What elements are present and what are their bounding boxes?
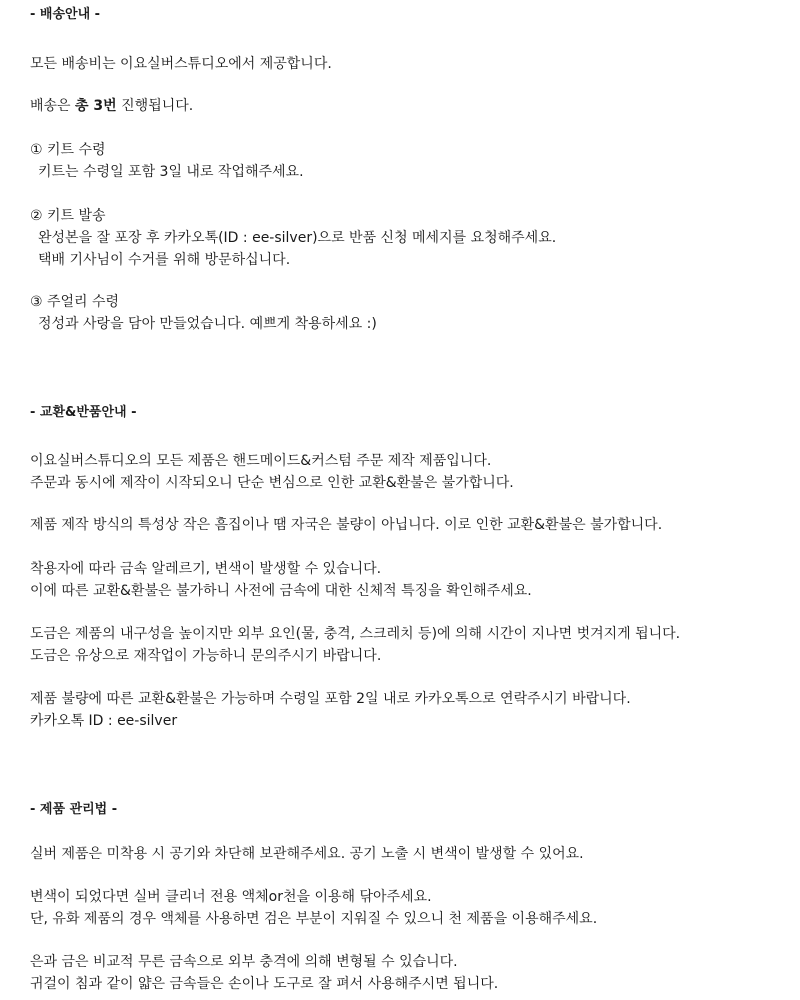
exchange-paragraph-4-line-1: 도금은 제품의 내구성을 높이지만 외부 요인(물, 충격, 스크레치 등)에 의해 시간이 지나면 벗겨지게 됩니다. — [30, 626, 681, 642]
shipping-step-3-title: ③ 주얼리 수령 — [30, 294, 120, 310]
exchange-paragraph-3-line-2: 이에 따른 교환&환불은 불가하니 사전에 금속에 대한 신체적 특징을 확인해주세요. — [30, 583, 532, 599]
shipping-count — [30, 97, 193, 115]
exchange-paragraph-1-line-2: 주문과 동시에 제작이 시작되오니 단순 변심으로 인한 교환&환불은 불가합니다. — [30, 475, 514, 491]
care-paragraph-1-line-1: 실버 제품은 미착용 시 공기와 차단해 보관해주세요. 공기 노출 시 변색이 발생할 수 있어요. — [30, 846, 584, 862]
shipping-count-bold: 총 3번 — [75, 98, 117, 114]
care-paragraph-2-line-1: 변색이 되었다면 실버 클리너 전용 액체or천을 이용해 닦아주세요. — [30, 889, 432, 905]
exchange-paragraph-2-line-1: 제품 제작 방식의 특성상 작은 흠집이나 땜 자국은 불량이 아닙니다. 이로 인한 교환&환불은 불가합니다. — [30, 517, 663, 533]
shipping-step-2-line-2: 택배 기사님이 수거를 위해 방문하십니다. — [38, 252, 291, 268]
care-paragraph-2-line-2: 단, 유화 제품의 경우 액체를 사용하면 검은 부분이 지워질 수 있으니 천 제품을 이용해주세요. — [30, 911, 598, 927]
care-paragraph-3-line-1: 은과 금은 비교적 무른 금속으로 외부 충격에 의해 변형될 수 있습니다. — [30, 954, 458, 970]
exchange-heading: - 교환&반품안내 - — [30, 405, 137, 420]
shipping-step-2-title: ② 키트 발송 — [30, 208, 106, 224]
shipping-count-suffix: 진행됩니다. — [116, 98, 194, 114]
care-heading: - 제품 관리법 - — [30, 802, 118, 817]
exchange-paragraph-1-line-1: 이요실버스튜디오의 모든 제품은 핸드메이드&커스텀 주문 제작 제품입니다. — [30, 453, 492, 469]
care-paragraph-3-line-2: 귀걸이 침과 같이 얇은 금속들은 손이나 도구로 잘 펴서 사용해주시면 됩니다. — [30, 976, 499, 992]
exchange-paragraph-3-line-1: 착용자에 따라 금속 알레르기, 변색이 발생할 수 있습니다. — [30, 561, 382, 577]
exchange-paragraph-4-line-2: 도금은 유상으로 재작업이 가능하니 문의주시기 바랍니다. — [30, 648, 382, 664]
shipping-count-prefix: 배송은 — [30, 98, 76, 114]
shipping-step-2-line-1: 완성본을 잘 포장 후 카카오톡(ID : ee-silver)으로 반품 신청 메세지를 요청해주세요. — [38, 230, 557, 246]
shipping-step-1-line-1: 키트는 수령일 포함 3일 내로 작업해주세요. — [38, 164, 304, 180]
shipping-heading: - 배송안내 - — [30, 7, 101, 22]
exchange-paragraph-5-line-2: 카카오톡 ID : ee-silver — [30, 713, 178, 729]
shipping-intro: 모든 배송비는 이요실버스튜디오에서 제공합니다. — [30, 56, 332, 72]
exchange-paragraph-5-line-1: 제품 불량에 따른 교환&환불은 가능하며 수령일 포함 2일 내로 카카오톡으로 연락주시기 바랍니다. — [30, 691, 631, 707]
shipping-step-1-title: ① 키트 수령 — [30, 142, 106, 158]
shipping-step-3-line-1: 정성과 사랑을 담아 만들었습니다. 예쁘게 착용하세요 :) — [38, 316, 377, 332]
